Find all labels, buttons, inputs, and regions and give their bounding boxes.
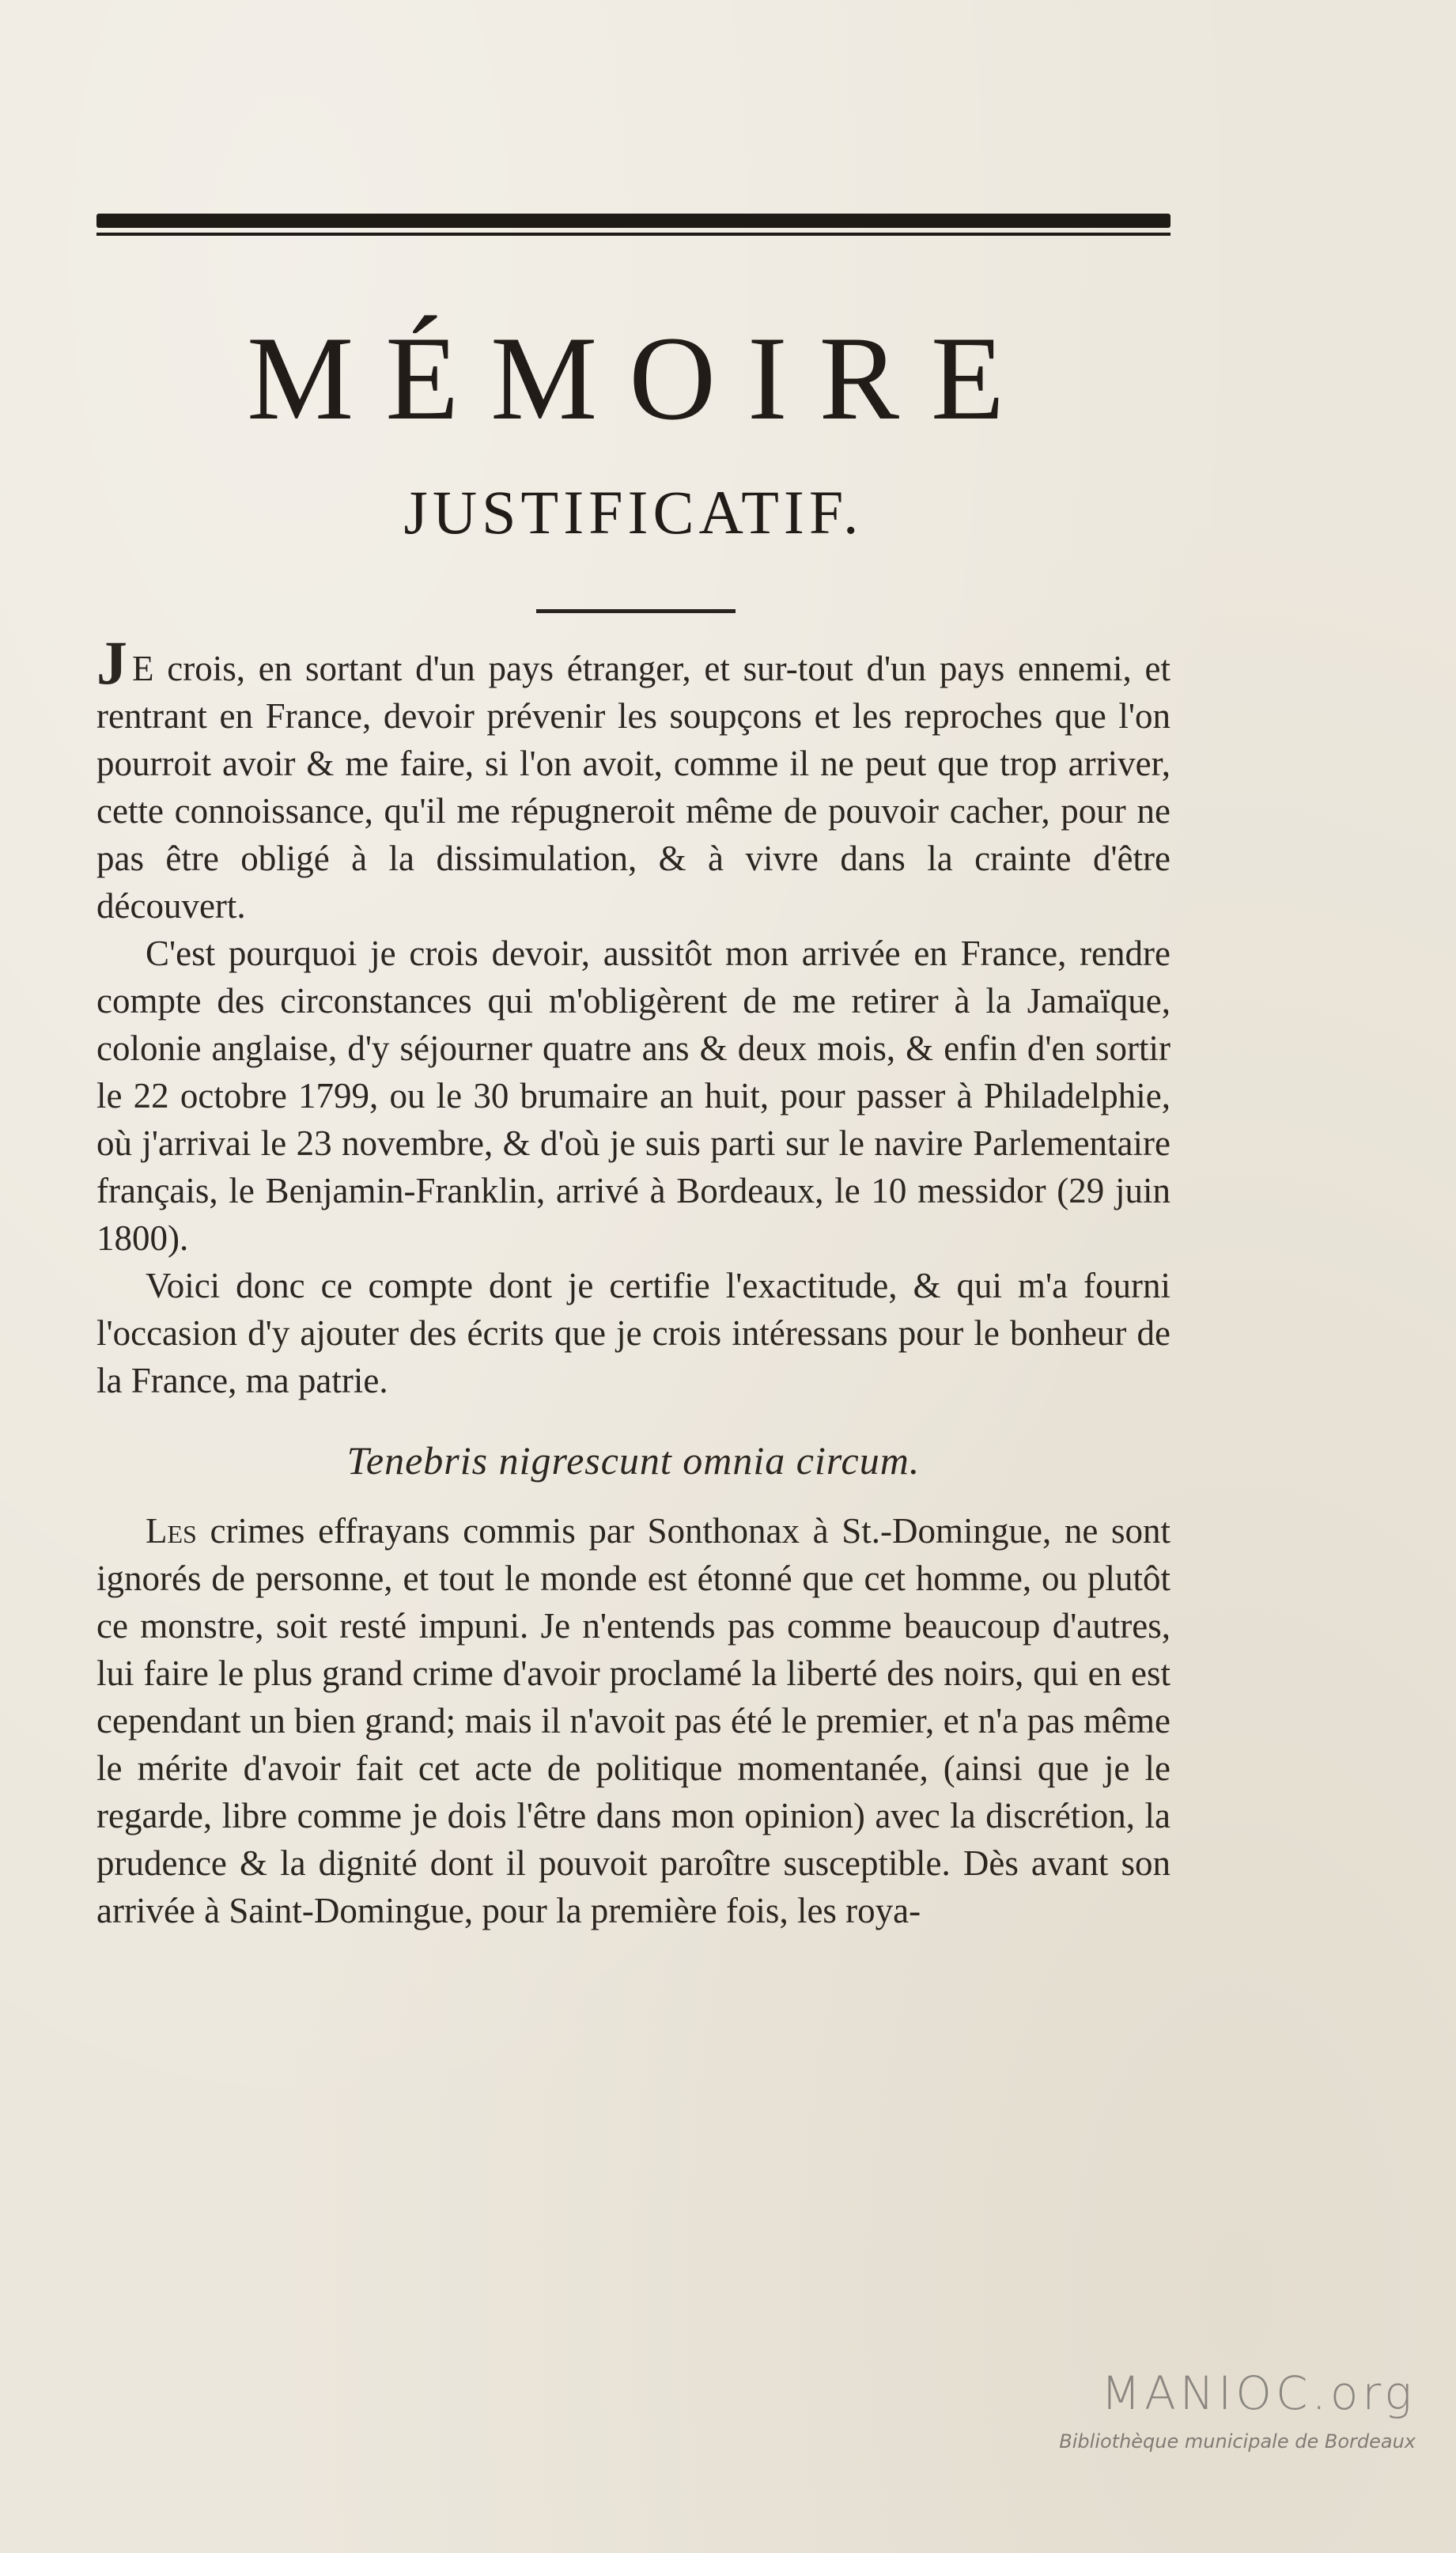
body-text (96, 628, 1170, 1934)
document-title: MÉMOIRE (247, 312, 1036, 445)
watermark-brand: MANIOC.org (1101, 2366, 1416, 2420)
document-subtitle: JUSTIFICATIF. (403, 478, 864, 547)
latin-motto: Tenebris nigrescunt omnia circum. (346, 1438, 921, 1483)
header-rule-thick (96, 214, 1170, 228)
book-page (96, 212, 1170, 2206)
paragraph-4-text: crimes effrayans commis par Sonthonax à St.-Domingue, ne sont ignorés de personne, et tout le monde est étonné que cet homme, ou plutôt ce monstre, soit resté impuni. Je n'entends pas comme beaucoup d'autres, lui faire le plus grand crime d'avoir proclamé la liberté des noirs, qui en est cependant un bien grand; mais il n'avoit pas été le premier, et n'a pas même le mérite d'avoir fait cet acte de politique momentanée, (ainsi que je le regarde, libre comme je dois l'être dans mon opinion) avec la discrétion, la prudence & la dignité dont il pouvoit paroître susceptible. Dès avant son arrivée à Saint-Domingue, pour la première fois, les roya- (96, 1511, 1170, 1930)
title-divider (536, 609, 736, 613)
header-rule-thin (96, 233, 1170, 236)
paragraph-4 (96, 1507, 1170, 1934)
paragraph-1-text: E crois, en sortant d'un pays étranger, et sur-tout d'un pays ennemi, et rentrant en France, devoir prévenir les soupçons et les reproches que l'on pourroit avoir & me faire, si l'on avoit, comme il ne peut que trop arriver, cette connoissance, qu'il me répugneroit même de pouvoir cacher, pour ne pas être obligé à la dissimulation, & à vivre dans la crainte d'être découvert. (96, 649, 1170, 926)
paragraph-2: C'est pourquoi je crois devoir, aussitôt mon arrivée en France, rendre compte des circonstances qui m'obligèrent de me retirer à la Jamaïque, colonie anglaise, d'y séjourner quatre ans & deux mois, & enfin d'en sortir le 22 octobre 1799, ou le 30 brumaire an huit, pour passer à Philadelphie, où j'arrivai le 23 novembre, & d'où je suis parti sur le navire Parlementaire français, le Benjamin-Franklin, arrivé à Bordeaux, le 10 messidor (29 juin 1800). (96, 934, 1170, 1258)
paragraph-3: Voici donc ce compte dont je certifie l'exactitude, & qui m'a fourni l'occasion d'y ajouter des écrits que je crois intéressans pour le bonheur de la France, ma patrie. (96, 1266, 1170, 1400)
paragraph-1 (96, 628, 1170, 930)
drop-cap: J (96, 628, 127, 697)
paragraph-4-lead: Les (146, 1511, 197, 1551)
manioc-watermark (1004, 2366, 1416, 2456)
header-double-rule (96, 212, 1170, 239)
watermark-library: Bibliothèque municipale de Bordeaux (1059, 2430, 1416, 2453)
